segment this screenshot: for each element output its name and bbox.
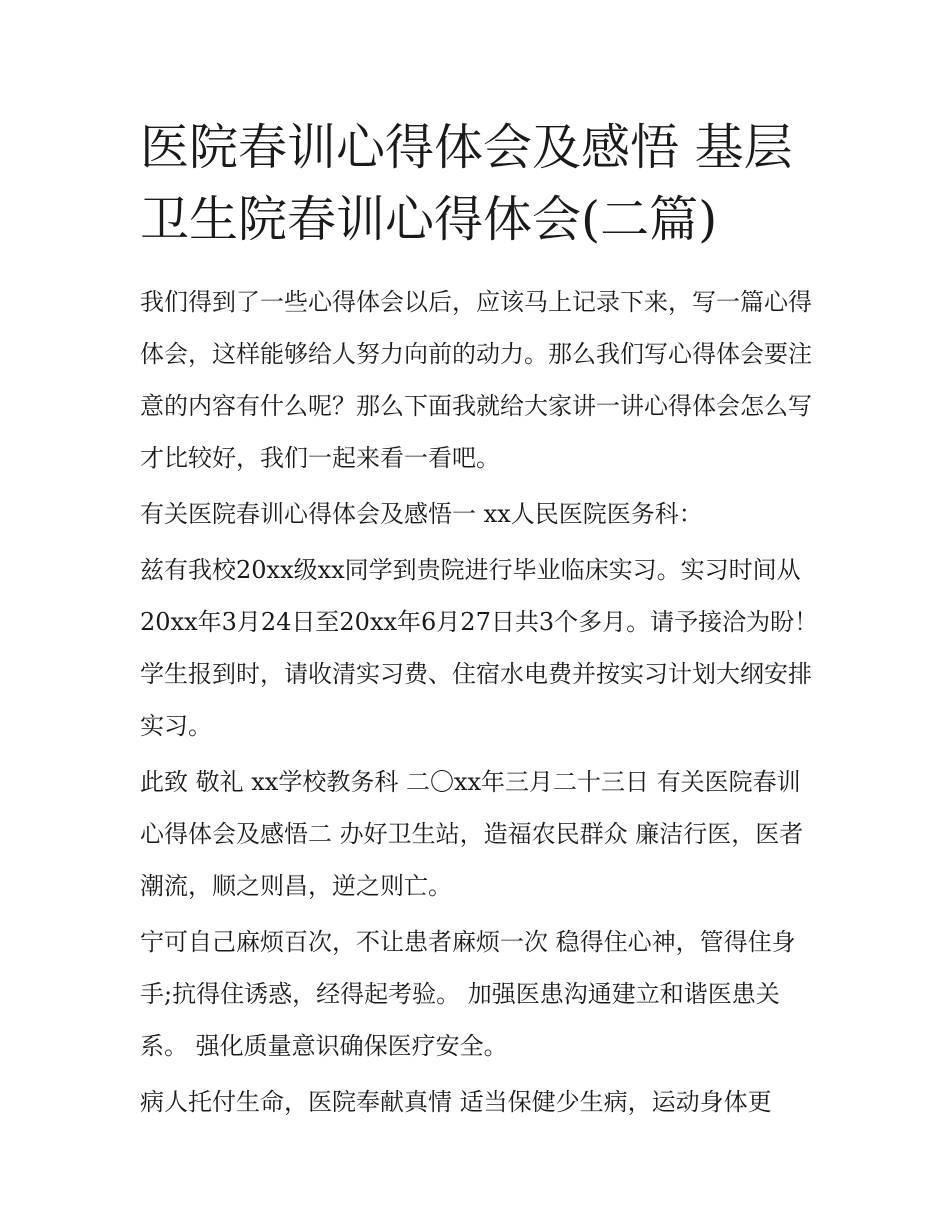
paragraph-slogans-two: 宁可自己麻烦百次，不让患者麻烦一次 稳得住心神，管得住身手;抗得住诱惑，经得起考验。 加强医患沟通建立和谐医患关系。 强化质量意识确保医疗安全。 [140, 928, 796, 1060]
paragraph-article-one-heading: 有关医院春训心得体会及感悟一 xx人民医院医务科： [140, 500, 703, 528]
document-body [140, 276, 820, 1132]
paragraph-closing-and-slogans: 此致 敬礼 xx学校教务科 二〇xx年三月二十三日 有关医院春训心得体会及感悟二 办好卫生站，造福农民群众 廉洁行医，医者潮流，顺之则昌，逆之则亡。 [140, 768, 804, 900]
paragraph-slogans-three: 病人托付生命，医院奉献真情 适当保健少生病，运动身体更 [140, 1088, 772, 1116]
paragraph-internship-letter: 兹有我校20xx级xx同学到贵院进行毕业临床实习。实习时间从20xx年3月24日至20xx年6月27日共3个多月。请予接洽为盼！学生报到时，请收清实习费、住宿水电费并按实习计划大纲安排实习。 [140, 556, 819, 740]
paragraph-intro: 我们得到了一些心得体会以后，应该马上记录下来，写一篇心得体会，这样能够给人努力向前的动力。那么我们写心得体会要注意的内容有什么呢？那么下面我就给大家讲一讲心得体会怎么写才比较好，我们一起来看一看吧。 [140, 288, 812, 472]
document-title: 医院春训心得体会及感悟 基层卫生院春训心得体会(二篇) [140, 119, 793, 248]
